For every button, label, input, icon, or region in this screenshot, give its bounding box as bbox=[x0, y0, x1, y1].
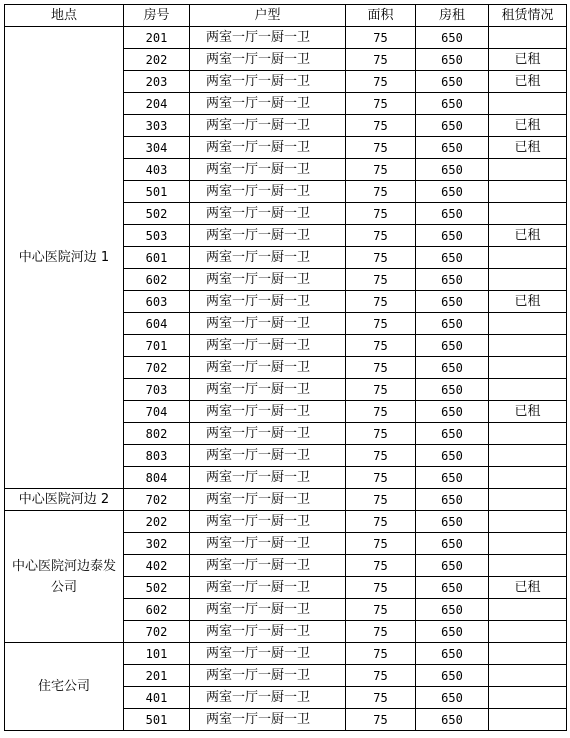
status-cell: 已租 bbox=[489, 115, 567, 137]
layout-cell: 两室一厅一厨一卫 bbox=[190, 159, 346, 181]
room-cell: 203 bbox=[124, 71, 190, 93]
layout-cell: 两室一厅一厨一卫 bbox=[190, 687, 346, 709]
room-cell: 703 bbox=[124, 379, 190, 401]
area-cell: 75 bbox=[346, 93, 416, 115]
room-cell: 501 bbox=[124, 709, 190, 731]
status-cell bbox=[489, 621, 567, 643]
rent-cell: 650 bbox=[416, 665, 489, 687]
layout-cell: 两室一厅一厨一卫 bbox=[190, 379, 346, 401]
status-cell bbox=[489, 643, 567, 665]
layout-cell: 两室一厅一厨一卫 bbox=[190, 291, 346, 313]
area-cell: 75 bbox=[346, 511, 416, 533]
area-cell: 75 bbox=[346, 599, 416, 621]
area-cell: 75 bbox=[346, 71, 416, 93]
rent-cell: 650 bbox=[416, 27, 489, 49]
layout-cell: 两室一厅一厨一卫 bbox=[190, 423, 346, 445]
layout-cell: 两室一厅一厨一卫 bbox=[190, 665, 346, 687]
rent-cell: 650 bbox=[416, 577, 489, 599]
room-cell: 601 bbox=[124, 247, 190, 269]
header-location: 地点 bbox=[5, 5, 124, 27]
status-cell bbox=[489, 27, 567, 49]
area-cell: 75 bbox=[346, 621, 416, 643]
area-cell: 75 bbox=[346, 709, 416, 731]
rent-cell: 650 bbox=[416, 643, 489, 665]
area-cell: 75 bbox=[346, 643, 416, 665]
rent-cell: 650 bbox=[416, 379, 489, 401]
rent-cell: 650 bbox=[416, 555, 489, 577]
room-cell: 201 bbox=[124, 27, 190, 49]
area-cell: 75 bbox=[346, 247, 416, 269]
rent-cell: 650 bbox=[416, 137, 489, 159]
header-room: 房号 bbox=[124, 5, 190, 27]
status-cell bbox=[489, 269, 567, 291]
area-cell: 75 bbox=[346, 27, 416, 49]
area-cell: 75 bbox=[346, 291, 416, 313]
status-cell bbox=[489, 665, 567, 687]
table-row bbox=[5, 27, 567, 49]
layout-cell: 两室一厅一厨一卫 bbox=[190, 621, 346, 643]
area-cell: 75 bbox=[346, 137, 416, 159]
room-cell: 402 bbox=[124, 555, 190, 577]
status-cell bbox=[489, 423, 567, 445]
header-rent: 房租 bbox=[416, 5, 489, 27]
location-cell: 中心医院河边 1 bbox=[5, 27, 124, 489]
rent-cell: 650 bbox=[416, 357, 489, 379]
area-cell: 75 bbox=[346, 687, 416, 709]
room-cell: 304 bbox=[124, 137, 190, 159]
area-cell: 75 bbox=[346, 533, 416, 555]
rent-cell: 650 bbox=[416, 93, 489, 115]
status-cell: 已租 bbox=[489, 225, 567, 247]
rent-cell: 650 bbox=[416, 445, 489, 467]
layout-cell: 两室一厅一厨一卫 bbox=[190, 467, 346, 489]
rent-cell: 650 bbox=[416, 203, 489, 225]
room-cell: 401 bbox=[124, 687, 190, 709]
status-cell bbox=[489, 159, 567, 181]
location-cell: 住宅公司 bbox=[5, 643, 124, 731]
layout-cell: 两室一厅一厨一卫 bbox=[190, 643, 346, 665]
rent-cell: 650 bbox=[416, 159, 489, 181]
status-cell bbox=[489, 533, 567, 555]
layout-cell: 两室一厅一厨一卫 bbox=[190, 71, 346, 93]
status-cell: 已租 bbox=[489, 577, 567, 599]
header-layout: 户型 bbox=[190, 5, 346, 27]
area-cell: 75 bbox=[346, 181, 416, 203]
room-cell: 701 bbox=[124, 335, 190, 357]
area-cell: 75 bbox=[346, 269, 416, 291]
table-row bbox=[5, 643, 567, 665]
rent-cell: 650 bbox=[416, 709, 489, 731]
rent-cell: 650 bbox=[416, 49, 489, 71]
status-cell: 已租 bbox=[489, 49, 567, 71]
layout-cell: 两室一厅一厨一卫 bbox=[190, 335, 346, 357]
layout-cell: 两室一厅一厨一卫 bbox=[190, 489, 346, 511]
room-cell: 704 bbox=[124, 401, 190, 423]
area-cell: 75 bbox=[346, 357, 416, 379]
layout-cell: 两室一厅一厨一卫 bbox=[190, 357, 346, 379]
layout-cell: 两室一厅一厨一卫 bbox=[190, 401, 346, 423]
layout-cell: 两室一厅一厨一卫 bbox=[190, 599, 346, 621]
status-cell: 已租 bbox=[489, 71, 567, 93]
layout-cell: 两室一厅一厨一卫 bbox=[190, 137, 346, 159]
rent-cell: 650 bbox=[416, 489, 489, 511]
room-cell: 602 bbox=[124, 599, 190, 621]
rent-cell: 650 bbox=[416, 335, 489, 357]
area-cell: 75 bbox=[346, 555, 416, 577]
area-cell: 75 bbox=[346, 159, 416, 181]
area-cell: 75 bbox=[346, 379, 416, 401]
table-row bbox=[5, 511, 567, 533]
rent-cell: 650 bbox=[416, 621, 489, 643]
status-cell bbox=[489, 357, 567, 379]
area-cell: 75 bbox=[346, 225, 416, 247]
area-cell: 75 bbox=[346, 401, 416, 423]
layout-cell: 两室一厅一厨一卫 bbox=[190, 313, 346, 335]
layout-cell: 两室一厅一厨一卫 bbox=[190, 709, 346, 731]
status-cell bbox=[489, 379, 567, 401]
room-cell: 802 bbox=[124, 423, 190, 445]
rent-cell: 650 bbox=[416, 687, 489, 709]
rent-cell: 650 bbox=[416, 291, 489, 313]
status-cell: 已租 bbox=[489, 401, 567, 423]
status-cell bbox=[489, 489, 567, 511]
status-cell bbox=[489, 445, 567, 467]
status-cell bbox=[489, 511, 567, 533]
area-cell: 75 bbox=[346, 49, 416, 71]
status-cell: 已租 bbox=[489, 291, 567, 313]
header-status: 租赁情况 bbox=[489, 5, 567, 27]
rent-cell: 650 bbox=[416, 71, 489, 93]
layout-cell: 两室一厅一厨一卫 bbox=[190, 445, 346, 467]
layout-cell: 两室一厅一厨一卫 bbox=[190, 203, 346, 225]
room-cell: 803 bbox=[124, 445, 190, 467]
status-cell bbox=[489, 599, 567, 621]
header-area: 面积 bbox=[346, 5, 416, 27]
rent-cell: 650 bbox=[416, 401, 489, 423]
rent-cell: 650 bbox=[416, 181, 489, 203]
location-cell: 中心医院河边 2 bbox=[5, 489, 124, 511]
room-cell: 603 bbox=[124, 291, 190, 313]
location-cell: 中心医院河边泰发公司 bbox=[5, 511, 124, 643]
room-cell: 502 bbox=[124, 577, 190, 599]
header-row bbox=[5, 5, 567, 27]
area-cell: 75 bbox=[346, 423, 416, 445]
status-cell bbox=[489, 181, 567, 203]
room-cell: 501 bbox=[124, 181, 190, 203]
layout-cell: 两室一厅一厨一卫 bbox=[190, 577, 346, 599]
status-cell bbox=[489, 203, 567, 225]
rent-cell: 650 bbox=[416, 599, 489, 621]
layout-cell: 两室一厅一厨一卫 bbox=[190, 555, 346, 577]
room-cell: 101 bbox=[124, 643, 190, 665]
area-cell: 75 bbox=[346, 335, 416, 357]
layout-cell: 两室一厅一厨一卫 bbox=[190, 247, 346, 269]
room-cell: 403 bbox=[124, 159, 190, 181]
rent-cell: 650 bbox=[416, 511, 489, 533]
room-cell: 702 bbox=[124, 357, 190, 379]
rent-cell: 650 bbox=[416, 225, 489, 247]
rent-cell: 650 bbox=[416, 533, 489, 555]
table-row bbox=[5, 489, 567, 511]
room-cell: 702 bbox=[124, 621, 190, 643]
area-cell: 75 bbox=[346, 115, 416, 137]
layout-cell: 两室一厅一厨一卫 bbox=[190, 27, 346, 49]
layout-cell: 两室一厅一厨一卫 bbox=[190, 269, 346, 291]
room-cell: 602 bbox=[124, 269, 190, 291]
rent-cell: 650 bbox=[416, 247, 489, 269]
status-cell bbox=[489, 313, 567, 335]
layout-cell: 两室一厅一厨一卫 bbox=[190, 93, 346, 115]
room-cell: 201 bbox=[124, 665, 190, 687]
room-cell: 303 bbox=[124, 115, 190, 137]
status-cell bbox=[489, 555, 567, 577]
rent-cell: 650 bbox=[416, 467, 489, 489]
area-cell: 75 bbox=[346, 489, 416, 511]
layout-cell: 两室一厅一厨一卫 bbox=[190, 115, 346, 137]
area-cell: 75 bbox=[346, 203, 416, 225]
room-cell: 804 bbox=[124, 467, 190, 489]
room-cell: 302 bbox=[124, 533, 190, 555]
room-cell: 503 bbox=[124, 225, 190, 247]
layout-cell: 两室一厅一厨一卫 bbox=[190, 181, 346, 203]
rental-table bbox=[4, 4, 567, 731]
status-cell bbox=[489, 93, 567, 115]
area-cell: 75 bbox=[346, 313, 416, 335]
room-cell: 204 bbox=[124, 93, 190, 115]
area-cell: 75 bbox=[346, 665, 416, 687]
area-cell: 75 bbox=[346, 577, 416, 599]
rent-cell: 650 bbox=[416, 115, 489, 137]
room-cell: 604 bbox=[124, 313, 190, 335]
status-cell bbox=[489, 335, 567, 357]
rent-cell: 650 bbox=[416, 269, 489, 291]
status-cell bbox=[489, 247, 567, 269]
room-cell: 202 bbox=[124, 49, 190, 71]
table-body bbox=[5, 27, 567, 731]
area-cell: 75 bbox=[346, 467, 416, 489]
room-cell: 202 bbox=[124, 511, 190, 533]
layout-cell: 两室一厅一厨一卫 bbox=[190, 511, 346, 533]
status-cell: 已租 bbox=[489, 137, 567, 159]
status-cell bbox=[489, 467, 567, 489]
status-cell bbox=[489, 709, 567, 731]
status-cell bbox=[489, 687, 567, 709]
room-cell: 702 bbox=[124, 489, 190, 511]
layout-cell: 两室一厅一厨一卫 bbox=[190, 49, 346, 71]
layout-cell: 两室一厅一厨一卫 bbox=[190, 533, 346, 555]
rent-cell: 650 bbox=[416, 313, 489, 335]
area-cell: 75 bbox=[346, 445, 416, 467]
room-cell: 502 bbox=[124, 203, 190, 225]
layout-cell: 两室一厅一厨一卫 bbox=[190, 225, 346, 247]
rent-cell: 650 bbox=[416, 423, 489, 445]
